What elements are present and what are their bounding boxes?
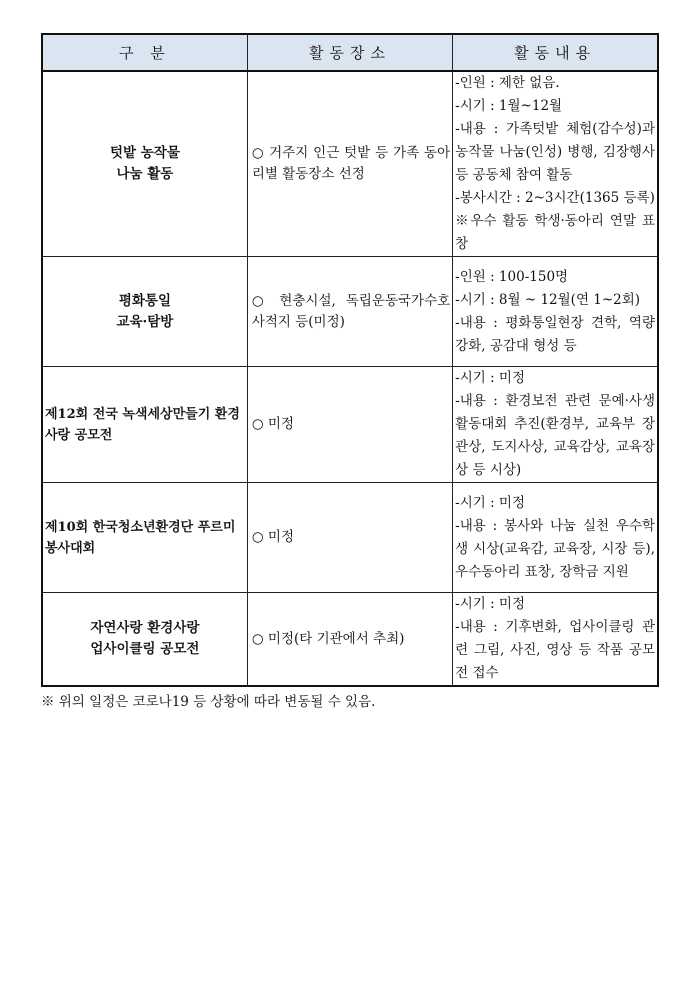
footnote: ※ 위의 일정은 코로나19 등 상황에 따라 변동될 수 있음. [41,694,376,710]
category-cell [42,367,247,483]
content-cell [453,593,658,687]
category-cell [42,71,247,257]
table-row [42,483,658,593]
content-cell [453,367,658,483]
content-line: -내용 : 평화통일현장 견학, 역량강화, 공감대 형성 등 [455,314,655,354]
header-content: 활동내용 [453,34,658,71]
place-cell: ○ 거주지 인근 텃밭 등 가족 동아리별 활동장소 선정 [247,71,452,257]
content-cell [453,483,658,593]
content-line: -시기 : 미정 [455,494,526,511]
table-row [42,593,658,687]
content-cell [453,71,658,257]
table-row [42,71,658,257]
content-line: -내용 : 환경보전 관련 문예·사생활동대회 추진(환경부, 교육부 장관상, 도지사상, 교육감상, 교육장상 등 시상) [455,393,655,478]
content-line: -시기 : 1월~12월 [455,98,563,114]
header-row [42,34,658,71]
place-cell: ○ 현충시설, 독립운동국가수호 사적지 등(미정) [247,257,452,367]
category-line: 제12회 전국 녹색세상만들기 환경사랑 공모전 [45,406,240,443]
content-line: -내용 : 가족텃밭 체험(감수성)과 농작물 나눔(인성) 병행, 김장행사 등 공동체 참여 활동 [455,121,655,183]
category-cell [42,593,247,687]
place-cell: ○ 미정 [247,367,452,483]
content-line: -시기 : 8월 ~ 12월(연 1~2회) [455,291,641,308]
header-place: 활동장소 [247,34,452,71]
category-line: 제10회 한국청소년환경단 푸르미 봉사대회 [45,519,236,556]
content-line: -시기 : 미정 [455,370,526,386]
content-cell [453,257,658,367]
content-line: -봉사시간 : 2~3시간(1365 등록) [455,190,655,206]
category-cell [42,257,247,367]
category-line: 업사이클링 공모전 [90,641,200,657]
place-cell: ○ 미정(타 기관에서 추최) [247,593,452,687]
content-line: -내용 : 기후변화, 업사이클링 관련 그림, 사진, 영상 등 작품 공모전 접수 [455,619,655,681]
activity-table [41,33,659,687]
content-line: -인원 : 100-150명 [455,268,569,285]
category-line: 교육·탐방 [116,313,174,330]
table-row [42,367,658,483]
content-line: -내용 : 봉사와 나눔 실천 우수학생 시상(교육감, 교육장, 시장 등), 우수동아리 표창, 장학금 지원 [455,517,655,580]
content-line: -시기 : 미정 [455,596,526,612]
category-line: 자연사랑 환경사랑 [90,620,200,636]
category-line: 텃밭 농작물 [109,145,180,161]
content-line: ※우수 활동 학생·동아리 연말 표창 [455,213,655,252]
header-category: 구 분 [42,34,247,71]
category-line: 나눔 활동 [116,166,174,182]
place-cell: ○ 미정 [247,483,452,593]
category-cell [42,483,247,593]
category-line: 평화통일 [118,292,171,309]
table-row [42,257,658,367]
content-line: -인원 : 제한 없음. [455,75,560,91]
